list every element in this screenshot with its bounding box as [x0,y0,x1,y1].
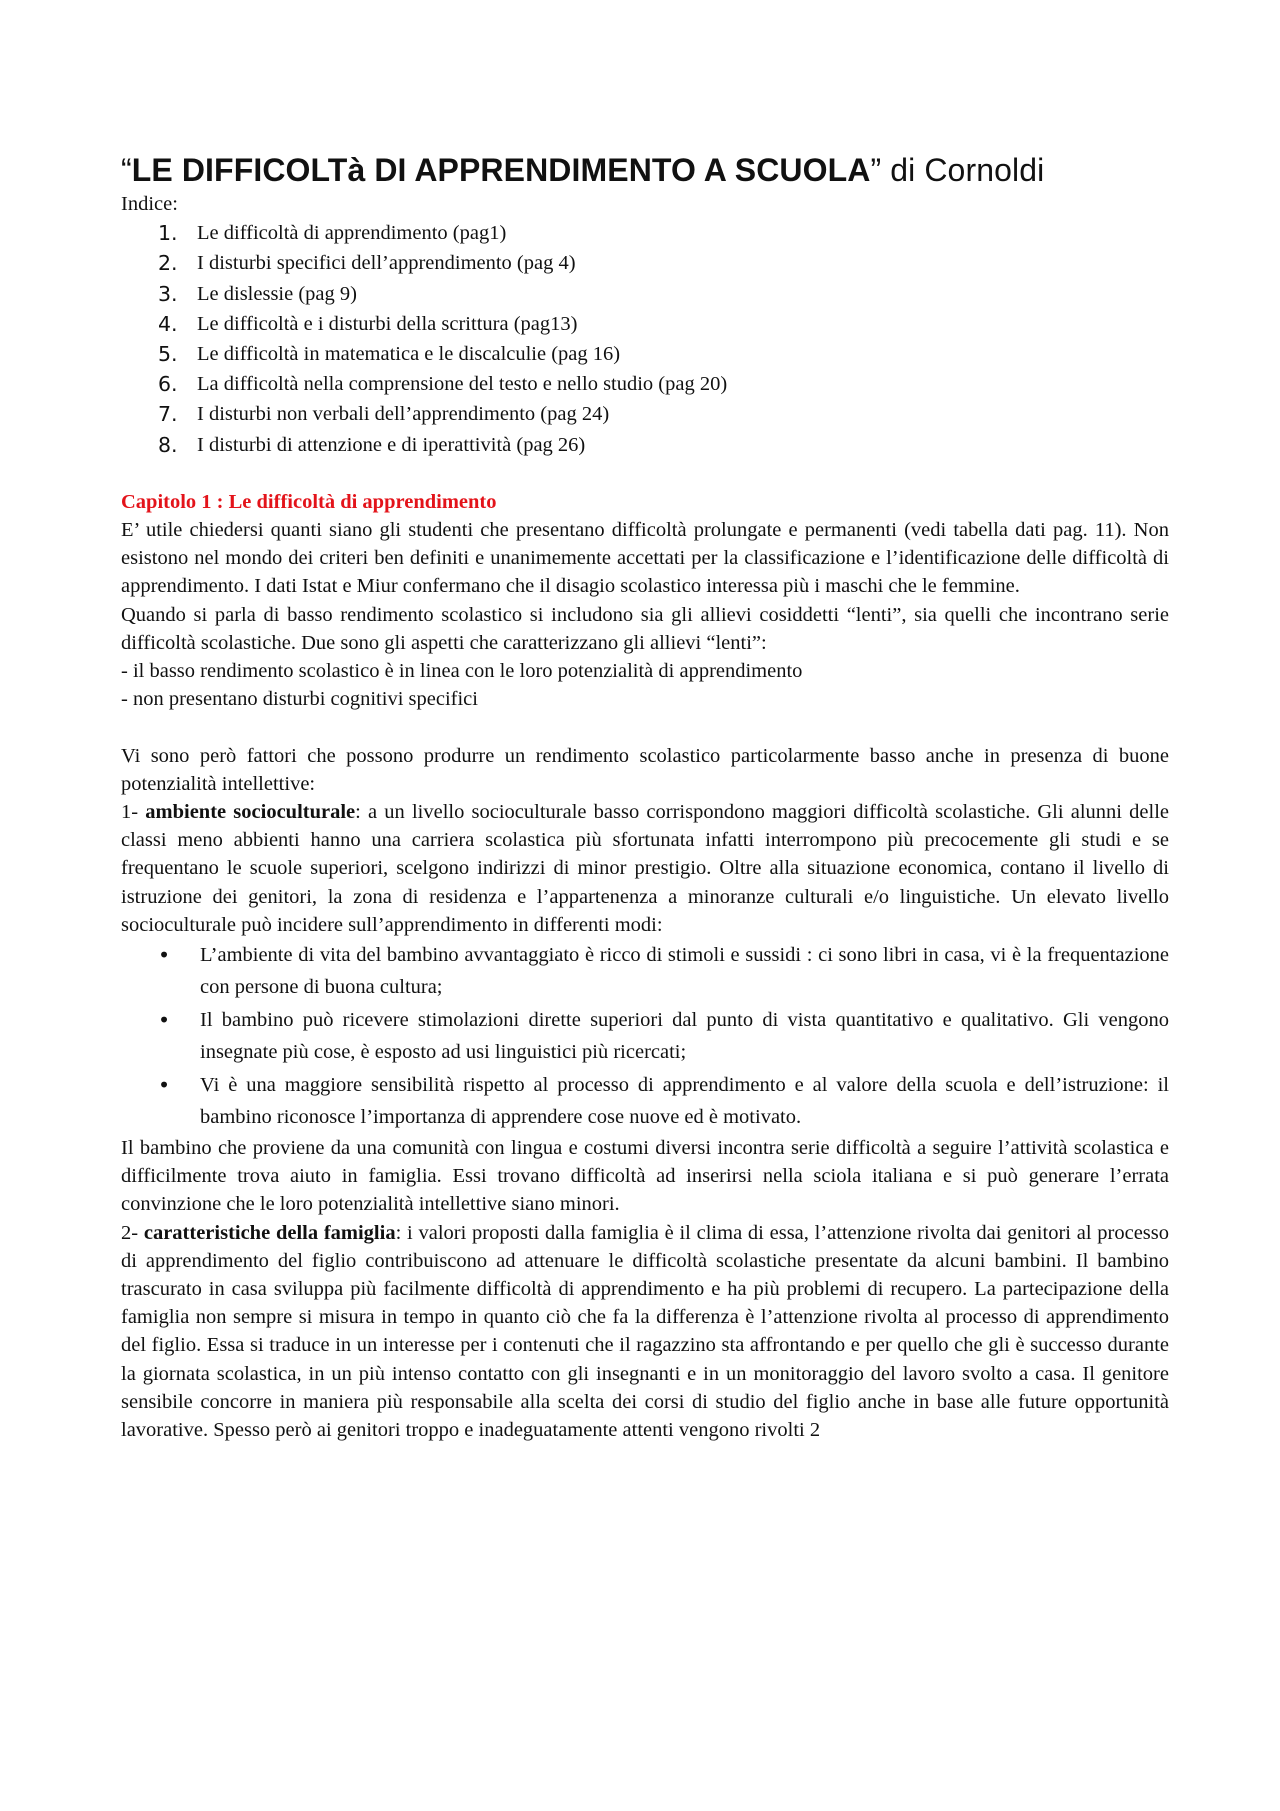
toc-text: Le difficoltà e i disturbi della scrittura (pag13) [197,312,578,335]
section-gap [121,460,1169,488]
bullet-item [121,1069,1169,1134]
toc-number: 6. [158,372,178,397]
toc-item [121,218,1169,248]
item-bold-term: caratteristiche della famiglia [143,1221,396,1244]
toc-text: Le difficoltà di apprendimento (pag1) [197,222,507,245]
toc-number: 1. [158,221,178,246]
item-body: : i valori proposti dalla famiglia è il clima di essa, l’attenzione rivolta dai genitori al processo di apprendimento del figlio contribuiscono ad attenuare le difficoltà scolastiche presentate da alcuni bambini. Il bambino trascurato in casa sviluppa più facilmente difficoltà di apprendimento e ha più problemi di recupero. La partecipazione della famiglia non sempre si misura in tempo in quanto ciò che fa la differenza è l’attenzione rivolta al processo di apprendimento del figlio. Essa si traduce in un interesse per i contenuti che il ragazzino sta affrontando e per quello che gli è successo durante la giornata scolastica, in un più intenso contatto con gli insegnanti e in un monitoraggio del lavoro svolto a casa. Il genitore sensibile concorre in maniera più responsabile alla scelta dei corsi di studio del figlio anche in base alle future opportunità lavorative. Spesso però ai genitori troppo e inadeguatamente attenti vengono rivolti 2 [121,1221,1169,1441]
paragraph-spacer [121,713,1169,741]
bullet-text: Vi è una maggiore sensibilità rispetto al processo di apprendimento e al valore della scuola e dell’istruzione: il bambino riconosce l’importanza di apprendere cose nuove ed è motivato. [200,1073,1169,1129]
toc-text: Le difficoltà in matematica e le discalculie (pag 16) [197,342,621,365]
toc-text: Le dislessie (pag 9) [197,282,357,305]
bullet-item [121,1004,1169,1069]
item-body: : a un livello socioculturale basso corrispondono maggiori difficoltà scolastiche. Gli alunni delle classi meno abbienti hanno una carriera scolastica più sfortunata infatti interrompono più precocemente gli studi e se frequentano le scuole superiori, scelgono indirizzi di minor prestigio. Oltre alla situazione economica, contano il livello di istruzione dei genitori, la zona di residenza e l’appartenenza a minoranze culturali e/o linguistiche. Un elevato livello socioculturale può incidere sull’apprendimento in differenti modi: [121,800,1170,936]
toc-item [121,309,1169,339]
toc-item [121,430,1169,460]
bullet-item [121,939,1169,1004]
toc-item [121,279,1169,309]
paragraph: Il bambino che proviene da una comunità con lingua e costumi diversi incontra serie difficoltà a seguire l’attività scolastica e difficilmente trova aiuto in famiglia. Essi trovano difficoltà ad inserirsi nella sciola italiana e si può generare l’errata convinzione che le loro potenzialità intellettive siano minori. [121,1136,1169,1216]
paragraph-famiglia [121,1219,1169,1445]
bullet-icon: • [158,1072,171,1097]
title-quote-open: “ [121,152,132,188]
toc-item [121,248,1169,278]
toc-text: I disturbi specifici dell’apprendimento (pag 4) [197,252,576,275]
paragraph-line: - il basso rendimento scolastico è in linea con le loro potenzialità di apprendimento [121,659,803,682]
item-bold-term: ambiente socioculturale [145,800,356,823]
paragraph: Quando si parla di basso rendimento scolastico si includono sia gli allievi cosiddetti “lenti”, sia quelli che incontrano serie difficoltà scolastiche. Due sono gli aspetti che caratterizzano gli allievi “lenti”: [121,603,1169,654]
toc-text: I disturbi non verbali dell’apprendimento (pag 24) [197,403,610,426]
item-prefix: 1- [121,800,146,823]
toc-item [121,399,1169,429]
toc-number: 2. [158,251,178,276]
paragraph: Vi sono però fattori che possono produrre un rendimento scolastico particolarmente basso anche in presenza di buone potenzialità intellettive: [121,744,1169,795]
toc-text: La difficoltà nella comprensione del testo e nello studio (pag 20) [197,373,728,396]
toc-item [121,369,1169,399]
toc-number: 8. [158,432,178,457]
paragraph-ambiente [121,798,1169,939]
bullet-text: L’ambiente di vita del bambino avvantaggiato è ricco di stimoli e sussidi : ci sono libri in casa, vi è la frequentazione con persone di buona cultura; [200,943,1169,999]
paragraph: E’ utile chiedersi quanti siano gli studenti che presentano difficoltà prolungate e permanenti (vedi tabella dati pag. 11). Non esistono nel mondo dei criteri ben definiti e unanimemente accettati per la classificazione e l’identificazione delle difficoltà di apprendimento. I dati Istat e Miur confermano che il disagio scolastico interessa più i maschi che le femmine. [121,518,1169,598]
index-label: Indice: [121,193,178,215]
bullet-list [121,939,1169,1134]
toc-number: 5. [158,341,178,366]
toc-number: 3. [158,281,178,306]
toc-text: I disturbi di attenzione e di iperattività (pag 26) [197,433,586,456]
table-of-contents [121,218,1169,460]
bullet-icon: • [158,942,171,967]
toc-item [121,339,1169,369]
paragraph-line: - non presentano disturbi cognitivi specifici [121,688,478,711]
toc-number: 4. [158,311,178,336]
title-author: ” di Cornoldi [870,152,1045,188]
document-page [121,150,1169,1444]
title-main: LE DIFFICOLTà DI APPRENDIMENTO A SCUOLA [131,152,871,188]
bullet-icon: • [158,1007,171,1032]
chapter-heading: Capitolo 1 : Le difficoltà di apprendimento [121,490,497,513]
document-title [121,150,1169,190]
item-prefix: 2- [121,1221,144,1244]
bullet-text: Il bambino può ricevere stimolazioni dirette superiori dal punto di vista quantitativo e qualitativo. Gli vengono insegnate più cose, è esposto ad usi linguistici più ricercati; [200,1008,1169,1064]
toc-number: 7. [158,402,178,427]
